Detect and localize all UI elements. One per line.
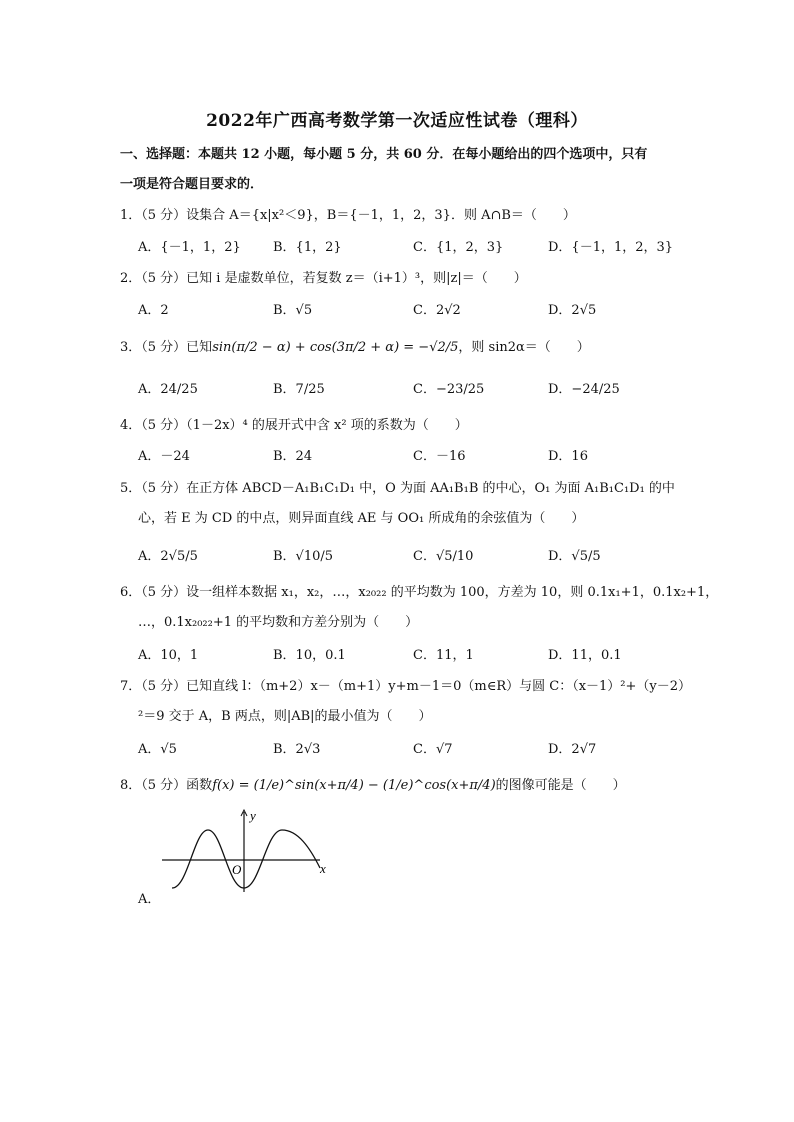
q1-option-a: A．{－1，1，2} (138, 240, 241, 255)
wave-curve (172, 830, 320, 888)
q6-stem-line1: 6．（5 分）设一组样本数据 x₁，x₂，…，x₂₀₂₂ 的平均数为 100，方差为 10，则 0.1x₁+1，0.1x₂+1， (120, 585, 719, 600)
q2-stem: 2．（5 分）已知 i 是虚数单位，若复数 z＝（i+1）³，则|z|＝（ ） (120, 271, 527, 286)
q5-option-d: D．√5/5 (548, 549, 601, 564)
q6-option-a: A．10，1 (138, 648, 199, 663)
q5-stem-line1: 5．（5 分）在正方体 ABCD－A₁B₁C₁D₁ 中，O 为面 AA₁B₁B 的中心，O₁ 为面 A₁B₁C₁D₁ 的中 (120, 481, 675, 496)
q2-option-a: A．2 (138, 303, 169, 318)
q4-option-d: D．16 (548, 449, 588, 464)
q4-stem: 4．（5 分）（1－2x）⁴ 的展开式中含 x² 项的系数为（ ） (120, 418, 468, 433)
q2-option-c: C．2√2 (413, 303, 461, 318)
q4-option-a: A．－24 (138, 449, 190, 464)
q3-stem-pre: 3．（5 分）已知 (120, 340, 213, 355)
exam-title: 2022年广西高考数学第一次适应性试卷（理科） (206, 111, 588, 131)
q3-option-d: D．−24/25 (548, 382, 620, 397)
q6-option-c: C．11，1 (413, 648, 474, 663)
section-header-line1: 一、选择题：本题共 12 小题，每小题 5 分，共 60 分．在每小题给出的四个选项中，只有 (120, 147, 648, 162)
q2-option-b: B．√5 (273, 303, 313, 318)
q8-stem-post: 的图像可能是（ ） (495, 778, 626, 793)
y-axis-label: y (250, 808, 256, 823)
origin-label: O (232, 862, 242, 877)
q6-stem-line2: …，0.1x₂₀₂₂+1 的平均数和方差分别为（ ） (138, 615, 419, 630)
q3-option-c: C．−23/25 (413, 382, 485, 397)
q5-stem-line2: 心，若 E 为 CD 的中点，则异面直线 AE 与 OO₁ 所成角的余弦值为（ ） (138, 511, 585, 526)
q1-option-d: D．{－1，1，2，3} (548, 240, 674, 255)
q1-option-c: C．{1，2，3} (413, 240, 504, 255)
q8-stem-pre: 8．（5 分）函数 (120, 778, 213, 793)
q7-option-a: A．√5 (138, 742, 177, 757)
q7-stem-line2: ²＝9 交于 A，B 两点，则|AB|的最小值为（ ） (138, 709, 432, 724)
q6-option-d: D．11，0.1 (548, 648, 622, 663)
q5-option-c: C．√5/10 (413, 549, 474, 564)
q3-option-b: B．7/25 (273, 382, 325, 397)
q3-stem-post: ，则 sin2α＝（ ） (458, 340, 590, 355)
q7-option-d: D．2√7 (548, 742, 597, 757)
q5-option-b: B．√10/5 (273, 549, 334, 564)
q5-option-a: A．2√5/5 (138, 549, 198, 564)
q1-option-b: B．{1，2} (273, 240, 342, 255)
x-axis-label: x (320, 861, 326, 876)
q4-option-b: B．24 (273, 449, 313, 464)
q6-option-b: B．10，0.1 (273, 648, 346, 663)
q8-stem (120, 777, 626, 795)
q3-option-a: A．24/25 (138, 382, 198, 397)
section-header-line2: 一项是符合题目要求的． (120, 177, 264, 192)
q8-function: f(x) = (1/e)^sin(x+π/4) − (1/e)^cos(x+π/4) (212, 778, 496, 793)
q4-option-c: C．－16 (413, 449, 466, 464)
q1-stem: 1．（5 分）设集合 A＝{x|x²＜9}，B＝{－1，1，2，3}．则 A∩B＝（ ） (120, 208, 576, 223)
q8-option-a-label: A． (138, 892, 161, 907)
q7-option-c: C．√7 (413, 742, 453, 757)
q3-equation: sin(π/2 − α) + cos(3π/2 + α) = −√2/5 (212, 340, 459, 355)
q7-option-b: B．2√3 (273, 742, 321, 757)
q2-option-d: D．2√5 (548, 303, 597, 318)
q8-option-a-graph (160, 808, 340, 894)
q3-stem (120, 339, 590, 357)
q7-stem-line1: 7．（5 分）已知直线 l：（m+2）x－（m+1）y+m－1＝0（m∈R）与圆 C：（x－1）²+（y－2） (120, 679, 692, 694)
